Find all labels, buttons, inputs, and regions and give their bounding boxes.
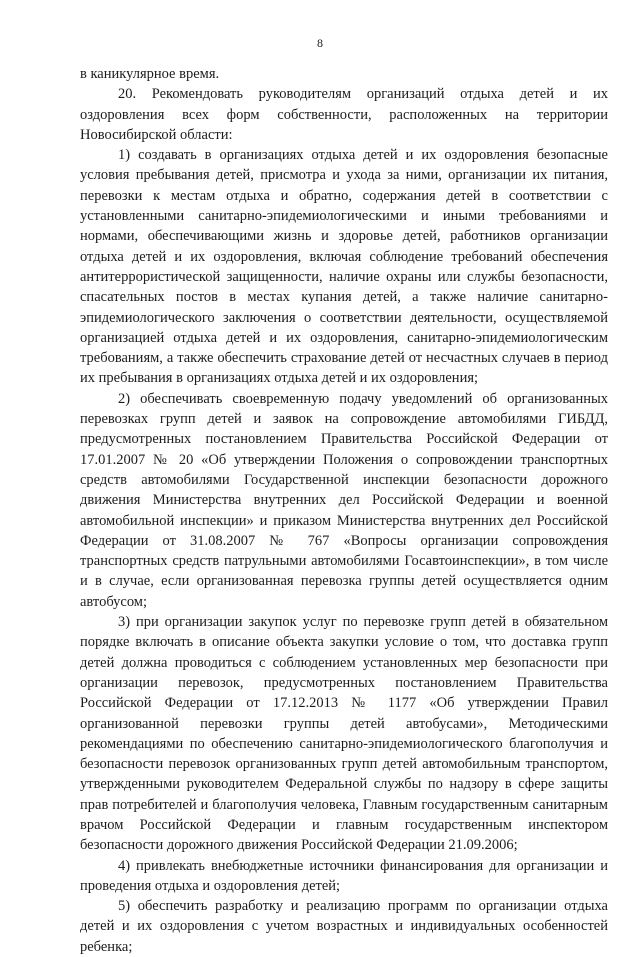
page-number: 8 [317, 36, 323, 50]
paragraph-subitem-3: 3) при организации закупок услуг по перевозке групп детей в обязательном порядке включать в описание объекта закупки условие о том, что доставка групп детей должна проводиться с соблюдением установленных мер безопасности при организации перевозок, предусмотренных постановлением Правительства Российской Федерации от 17.12.2013 № 1177 «Об утверждении Правил организованной перевозки группы детей автобусами», Методическими рекомендациями по обеспечению санитарно-эпидемиологического благополучия и безопасности перевозок организованных групп детей автомобильным транспортом, утвержденными руководителем Федеральной службы по надзору в сфере защиты прав потребителей и благополучия человека, Главным государственным санитарным врачом Российской Федерации и главным государственным инспектором безопасности дорожного движения Российской Федерации 21.09.2006; [80, 614, 608, 854]
paragraph-continuation: в каникулярное время. [80, 66, 220, 82]
paragraph-subitem-5: 5) обеспечить разработку и реализацию программ по организации отдыха детей и их оздоровления с учетом возрастных и индивидуальных особенностей ребенка; [80, 898, 608, 955]
paragraph-item-20: 20. Рекомендовать руководителям организаций отдыха детей и их оздоровления всех форм собственности, расположенных на территории Новосибирской области: [80, 86, 608, 143]
paragraph-subitem-4: 4) привлекать внебюджетные источники финансирования для организации и проведения отдыха и оздоровления детей; [80, 857, 608, 894]
document-body [80, 64, 608, 957]
paragraph-subitem-2: 2) обеспечивать своевременную подачу уведомлений об организованных перевозках групп детей и заявок на сопровождение автомобилями ГИБДД, предусмотренных постановлением Правительства Российской Федерации от 17.01.2007 № 20 «Об утверждении Положения о сопровождении транспортных средств автомобилями Государственной инспекции безопасности дорожного движения Министерства внутренних дел Российской Федерации и военной автомобильной инспекции» и приказом Министерства внутренних дел Российской Федерации от 31.08.2007 № 767 «Вопросы организации сопровождения транспортных средств патрульными автомобилями Госавтоинспекции», в том числе и в случае, если организованная перевозка группы детей осуществляется одним автобусом; [80, 390, 608, 610]
paragraph-subitem-1: 1) создавать в организациях отдыха детей и их оздоровления безопасные условия пребывания детей, присмотра и ухода за ними, организации их питания, перевозки к местам отдыха и обратно, содержания детей в соответствии с установленными санитарно-эпидемиологическими и иными требованиями и нормами, обеспечивающими жизнь и здоровье детей, работников организации отдыха детей и их оздоровления, включая соблюдение требований обеспечения антитеррористической защищенности, наличие охраны или службы безопасности, спасательных постов в местах купания детей, а также наличие санитарно-эпидемиологического заключения о соответствии деятельности, осуществляемой организацией отдыха детей и их оздоровления, санитарно-эпидемиологическим требованиям, а также обеспечить страхование детей от несчастных случаев в период их пребывания в организациях отдыха детей и их оздоровления; [80, 147, 608, 387]
